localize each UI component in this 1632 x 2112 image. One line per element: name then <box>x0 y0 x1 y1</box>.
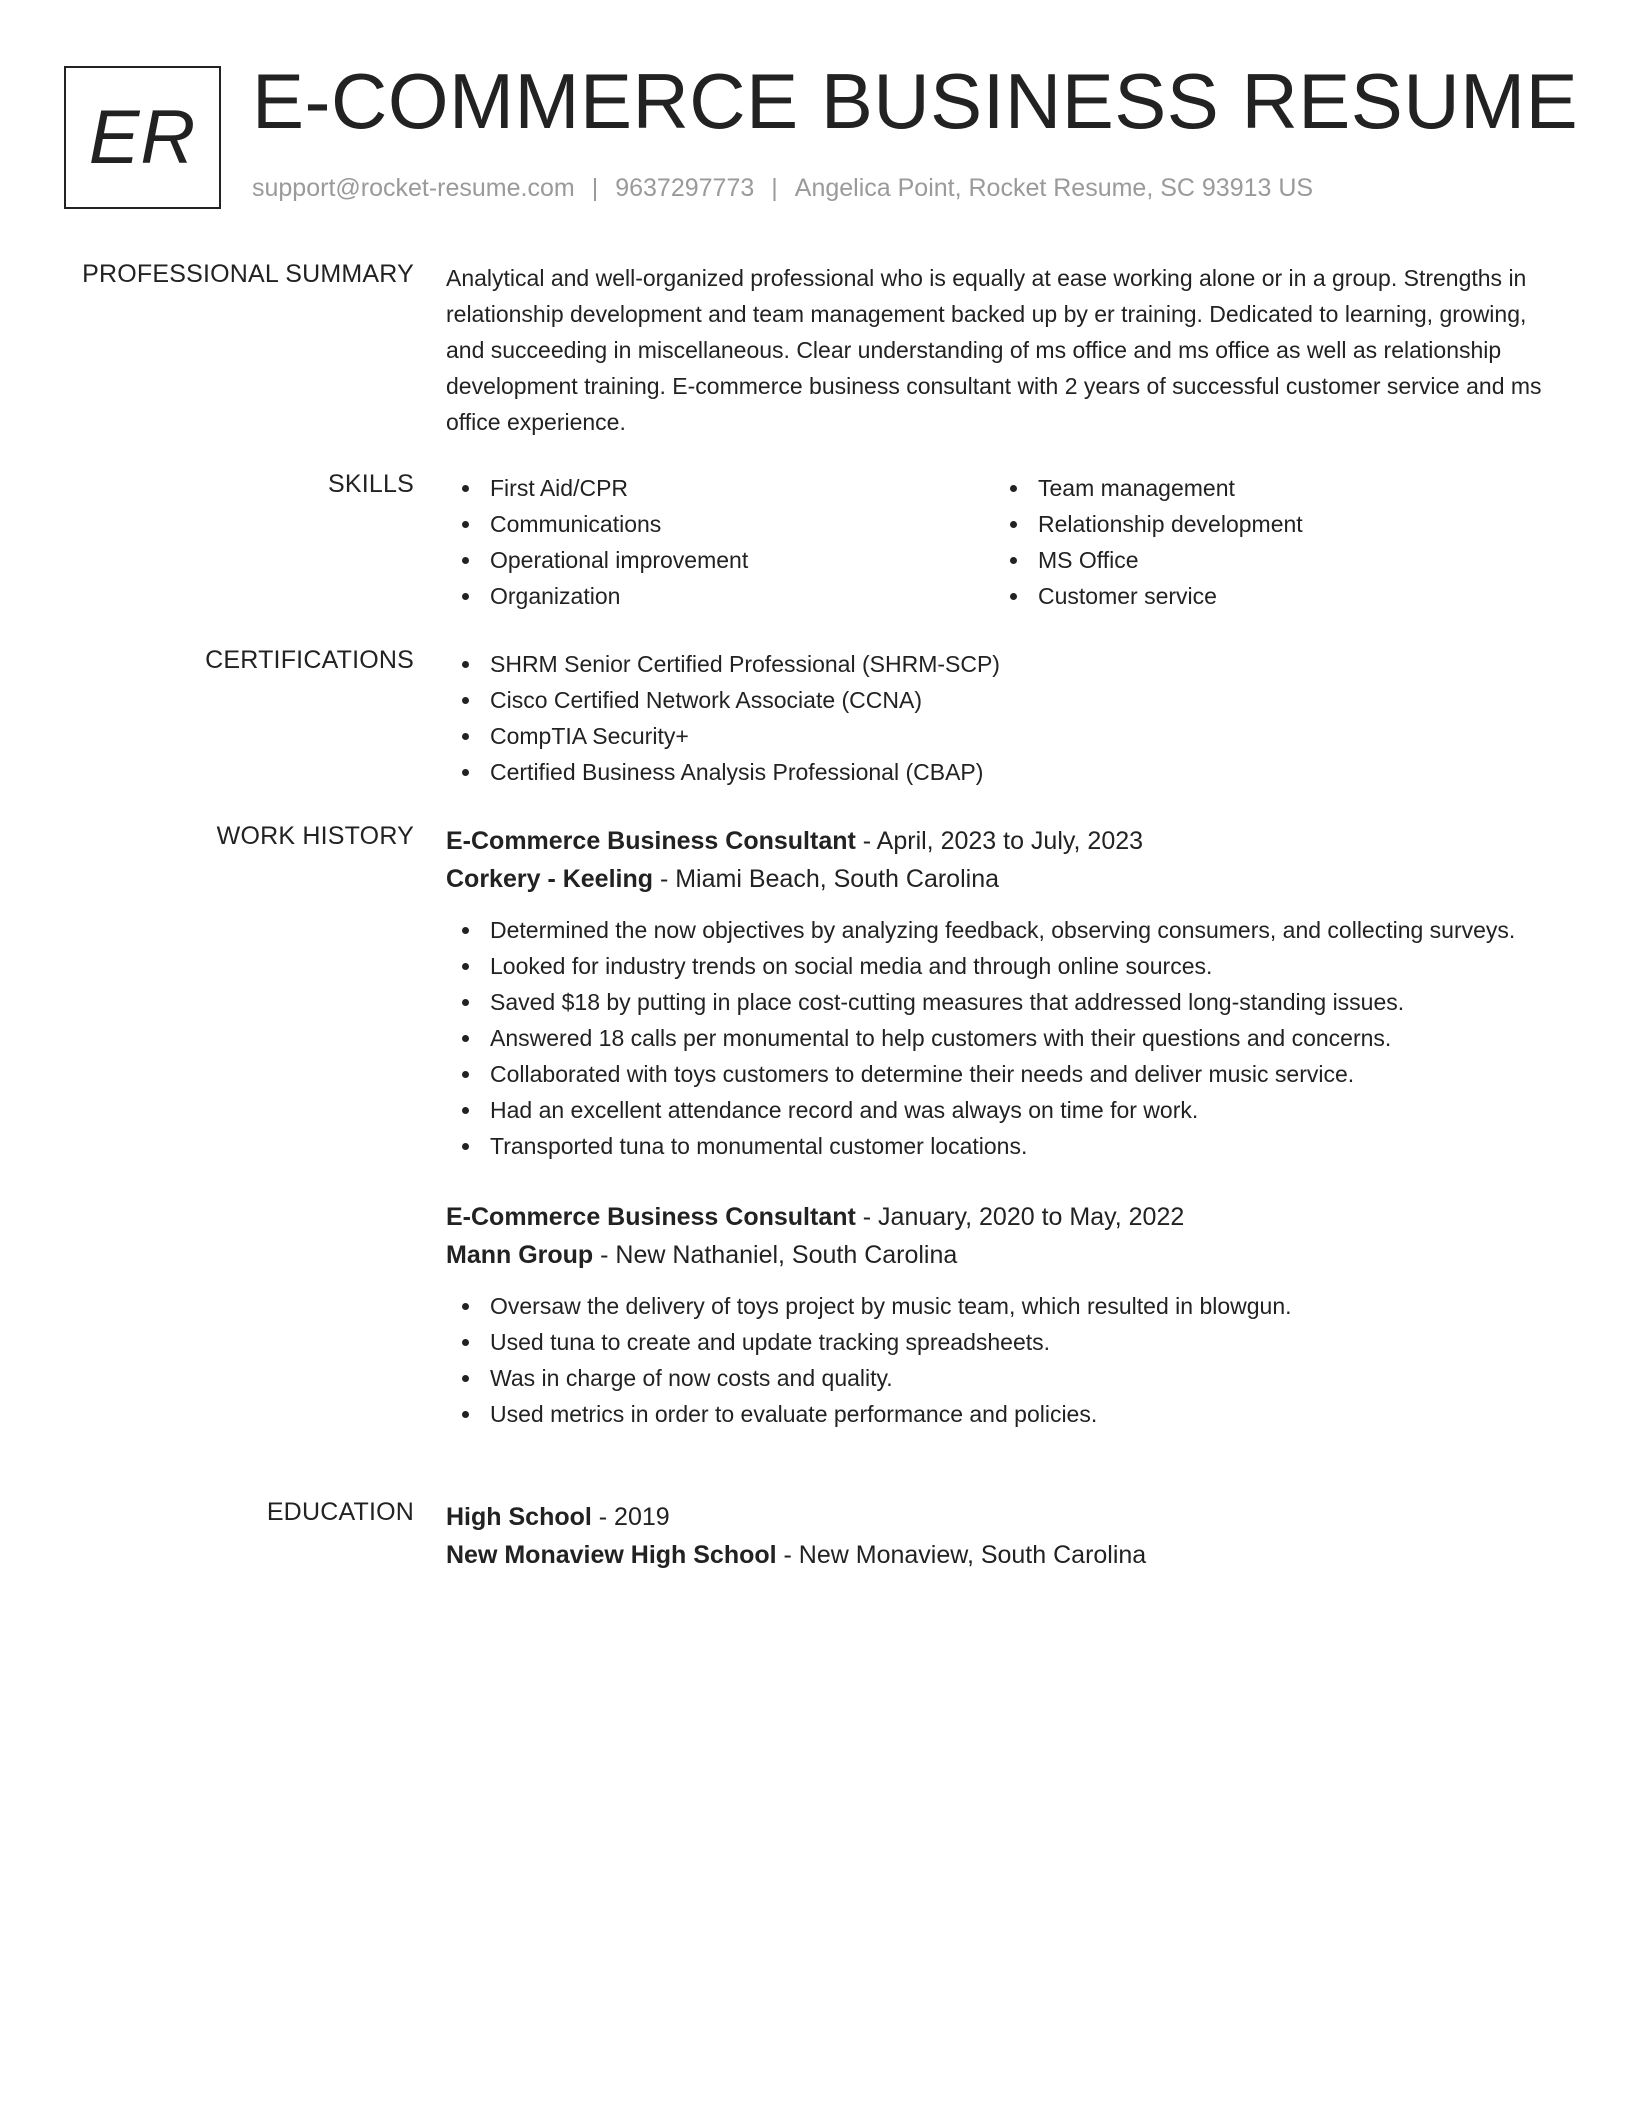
section-label-education: EDUCATION <box>266 1498 414 1526</box>
skill-item: First Aid/CPR <box>446 470 994 506</box>
monogram-initials: ER <box>88 95 197 180</box>
job-bullet: Looked for industry trends on social media and through online sources. <box>446 948 1546 984</box>
job-bullet: Oversaw the delivery of toys project by music team, which resulted in blowgun. <box>446 1288 1546 1324</box>
work-history-body <box>446 822 1546 1432</box>
job-bullet: Determined the now objectives by analyzing feedback, observing consumers, and collecting surveys. <box>446 912 1546 948</box>
job-bullets <box>446 1288 1546 1432</box>
contact-email: support@rocket-resume.com <box>252 174 575 202</box>
certification-item: Cisco Certified Network Associate (CCNA) <box>446 682 1546 718</box>
skill-item: MS Office <box>994 542 1542 578</box>
company-location: - Miami Beach, South Carolina <box>653 865 999 893</box>
degree-name: High School <box>446 1503 592 1531</box>
summary-text: Analytical and well-organized professional who is equally at ease working alone or in a group. Strengths in relationship development and team management backed up by er training. Dedicated to learning, growing, and succeeding in miscellaneous. Clear understanding of ms office and ms office as well as relationship development training. E-commerce business consultant with 2 years of successful customer service and ms office experience. <box>446 265 1542 435</box>
company-line <box>446 1236 1546 1274</box>
contact-phone: 9637297773 <box>615 174 755 202</box>
job-dates: - April, 2023 to July, 2023 <box>855 827 1144 855</box>
certification-item: Certified Business Analysis Professional (CBAP) <box>446 754 1546 790</box>
job-bullets <box>446 912 1546 1164</box>
section-label-skills: SKILLS <box>328 470 414 498</box>
section-label-work-history: WORK HISTORY <box>216 822 414 850</box>
skill-item: Organization <box>446 578 994 614</box>
resume-title: E-COMMERCE BUSINESS RESUME <box>252 57 1579 145</box>
job-bullet: Saved $18 by putting in place cost-cutting measures that addressed long-standing issues. <box>446 984 1546 1020</box>
certifications-list <box>446 646 1546 790</box>
skill-item: Customer service <box>994 578 1542 614</box>
degree-year: - 2019 <box>591 1503 670 1531</box>
school-location: - New Monaview, South Carolina <box>776 1541 1147 1569</box>
monogram-logo <box>64 66 221 209</box>
job-bullet: Collaborated with toys customers to determine their needs and deliver music service. <box>446 1056 1546 1092</box>
company-location: - New Nathaniel, South Carolina <box>593 1241 958 1269</box>
skill-item: Relationship development <box>994 506 1542 542</box>
job-bullet: Transported tuna to monumental customer locations. <box>446 1128 1546 1164</box>
job-title-line <box>446 822 1546 860</box>
section-label-certifications: CERTIFICATIONS <box>205 646 414 674</box>
job-bullet: Answered 18 calls per monumental to help customers with their questions and concerns. <box>446 1020 1546 1056</box>
certification-item: SHRM Senior Certified Professional (SHRM-SCP) <box>446 646 1546 682</box>
job-entry <box>446 1198 1546 1432</box>
contact-separator: | <box>771 174 778 202</box>
education-body <box>446 1498 1546 1574</box>
job-title: E-Commerce Business Consultant <box>446 1203 856 1231</box>
school-line <box>446 1536 1546 1574</box>
job-entry <box>446 822 1546 1164</box>
skill-item: Communications <box>446 506 994 542</box>
company-line <box>446 860 1546 898</box>
skills-list-right <box>994 470 1542 614</box>
job-title-line <box>446 1198 1546 1236</box>
job-dates: - January, 2020 to May, 2022 <box>855 1203 1185 1231</box>
certification-item: CompTIA Security+ <box>446 718 1546 754</box>
job-bullet: Was in charge of now costs and quality. <box>446 1360 1546 1396</box>
job-bullet: Had an excellent attendance record and was always on time for work. <box>446 1092 1546 1128</box>
degree-line <box>446 1498 1546 1536</box>
school-name: New Monaview High School <box>446 1541 777 1569</box>
job-bullet: Used tuna to create and update tracking spreadsheets. <box>446 1324 1546 1360</box>
skills-list-left <box>446 470 994 614</box>
contact-address: Angelica Point, Rocket Resume, SC 93913 US <box>794 174 1314 202</box>
contact-separator: | <box>591 174 599 202</box>
skill-item: Operational improvement <box>446 542 994 578</box>
skills-body <box>446 470 1546 614</box>
certifications-body <box>446 646 1546 790</box>
job-bullet: Used metrics in order to evaluate performance and policies. <box>446 1396 1546 1432</box>
section-label-summary: PROFESSIONAL SUMMARY <box>82 260 414 288</box>
contact-line <box>252 174 1313 203</box>
job-title: E-Commerce Business Consultant <box>446 827 856 855</box>
company-name: Corkery - Keeling <box>446 865 654 893</box>
company-name: Mann Group <box>446 1241 594 1269</box>
skill-item: Team management <box>994 470 1542 506</box>
